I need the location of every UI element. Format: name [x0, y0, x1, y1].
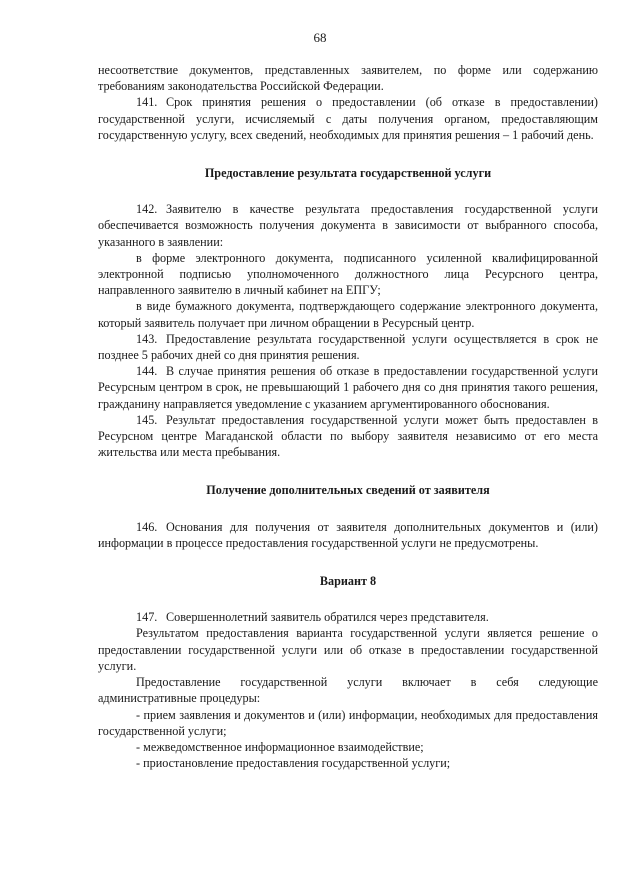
paragraph — [98, 331, 598, 363]
paragraph-text: в форме электронного документа, подписанного усиленной квалифицированной электронной подписью уполномоченного должностного лица Ресурсного центра, направленного заявителю в личный кабинет на ЕПГУ; — [98, 250, 598, 298]
paragraph-text: - приостановление предоставления государственной услуги; — [136, 756, 451, 771]
clause-number: 143. — [136, 331, 158, 346]
clause-number: 146. — [136, 519, 158, 534]
paragraph-text: - прием заявления и документов и (или) информации, необходимых для предоставления государственной услуги; — [98, 707, 598, 738]
paragraph — [98, 412, 598, 461]
paragraph — [98, 755, 598, 771]
paragraph — [98, 250, 598, 299]
section-heading: Предоставление результата государственной услуги — [204, 166, 492, 181]
clause-number: 144. — [136, 364, 158, 379]
document-body — [98, 62, 598, 771]
clause-number: 147. — [136, 610, 158, 625]
clause-number: 142. — [136, 202, 158, 217]
paragraph — [98, 674, 598, 706]
paragraph-text: Предоставление результата государственной услуги осуществляется в срок не позднее 5 рабочих дней со дня принятия решения. — [98, 331, 598, 363]
page-number: 68 — [313, 30, 327, 45]
paragraph — [98, 519, 598, 551]
paragraph — [98, 201, 598, 250]
paragraph-text: В случае принятия решения об отказе в предоставлении государственной услуги Ресурсным центром в срок, не превышающий 1 рабочего дня со дня принятия такого решения, гражданину направляется уведомление с указанием аргументированного обоснования. — [98, 364, 598, 411]
paragraph — [98, 609, 598, 625]
paragraph — [98, 94, 598, 143]
section-heading: Вариант 8 — [319, 574, 377, 589]
clause-number: 145. — [136, 412, 158, 427]
paragraph-text: Результат предоставления государственной услуги может быть предоставлен в Ресурсном центре Магаданской области по выбору заявителя независимо от его места жительства или места пребывания. — [98, 412, 598, 460]
paragraph — [98, 62, 598, 94]
paragraph — [98, 739, 598, 755]
clause-number: 141. — [136, 95, 158, 110]
paragraph-text: в виде бумажного документа, подтверждающего содержание электронного документа, который заявитель получает при личном обращении в Ресурсный центр. — [98, 299, 598, 330]
section-heading: Получение дополнительных сведений от заявителя — [206, 483, 490, 498]
paragraph-text: Заявителю в качестве результата предоставления государственной услуги обеспечивается возможность получения документа в зависимости от выбранного способа, указанного в заявлении: — [98, 202, 598, 249]
paragraph-text: Срок принятия решения о предоставлении (об отказе в предоставлении) государственной услуги, исчисляемый с даты получения органом, предоставляющим государственную услугу, всех сведений, необходимых для принятия решения – 1 рабочий день. — [98, 95, 598, 142]
paragraph-text: - межведомственное информационное взаимодействие; — [136, 739, 424, 754]
paragraph-text: Основания для получения от заявителя дополнительных документов и (или) информации в процессе предоставления государственной услуги не предусмотрены. — [98, 519, 598, 550]
paragraph-text: Результатом предоставления варианта государственной услуги является решение о предоставлении государственной услуги или об отказе в предоставлении государственной услуги. — [98, 626, 598, 673]
paragraph-text: несоответствие документов, представленных заявителем, по форме или содержанию требованиям законодательства Российской Федерации. — [98, 63, 598, 94]
paragraph — [98, 298, 598, 330]
paragraph-text: Совершеннолетний заявитель обратился через представителя. — [166, 610, 489, 625]
paragraph — [98, 707, 598, 739]
paragraph — [98, 363, 598, 412]
paragraph-text: Предоставление государственной услуги включает в себя следующие административные процедуры: — [98, 675, 598, 706]
paragraph — [98, 625, 598, 674]
